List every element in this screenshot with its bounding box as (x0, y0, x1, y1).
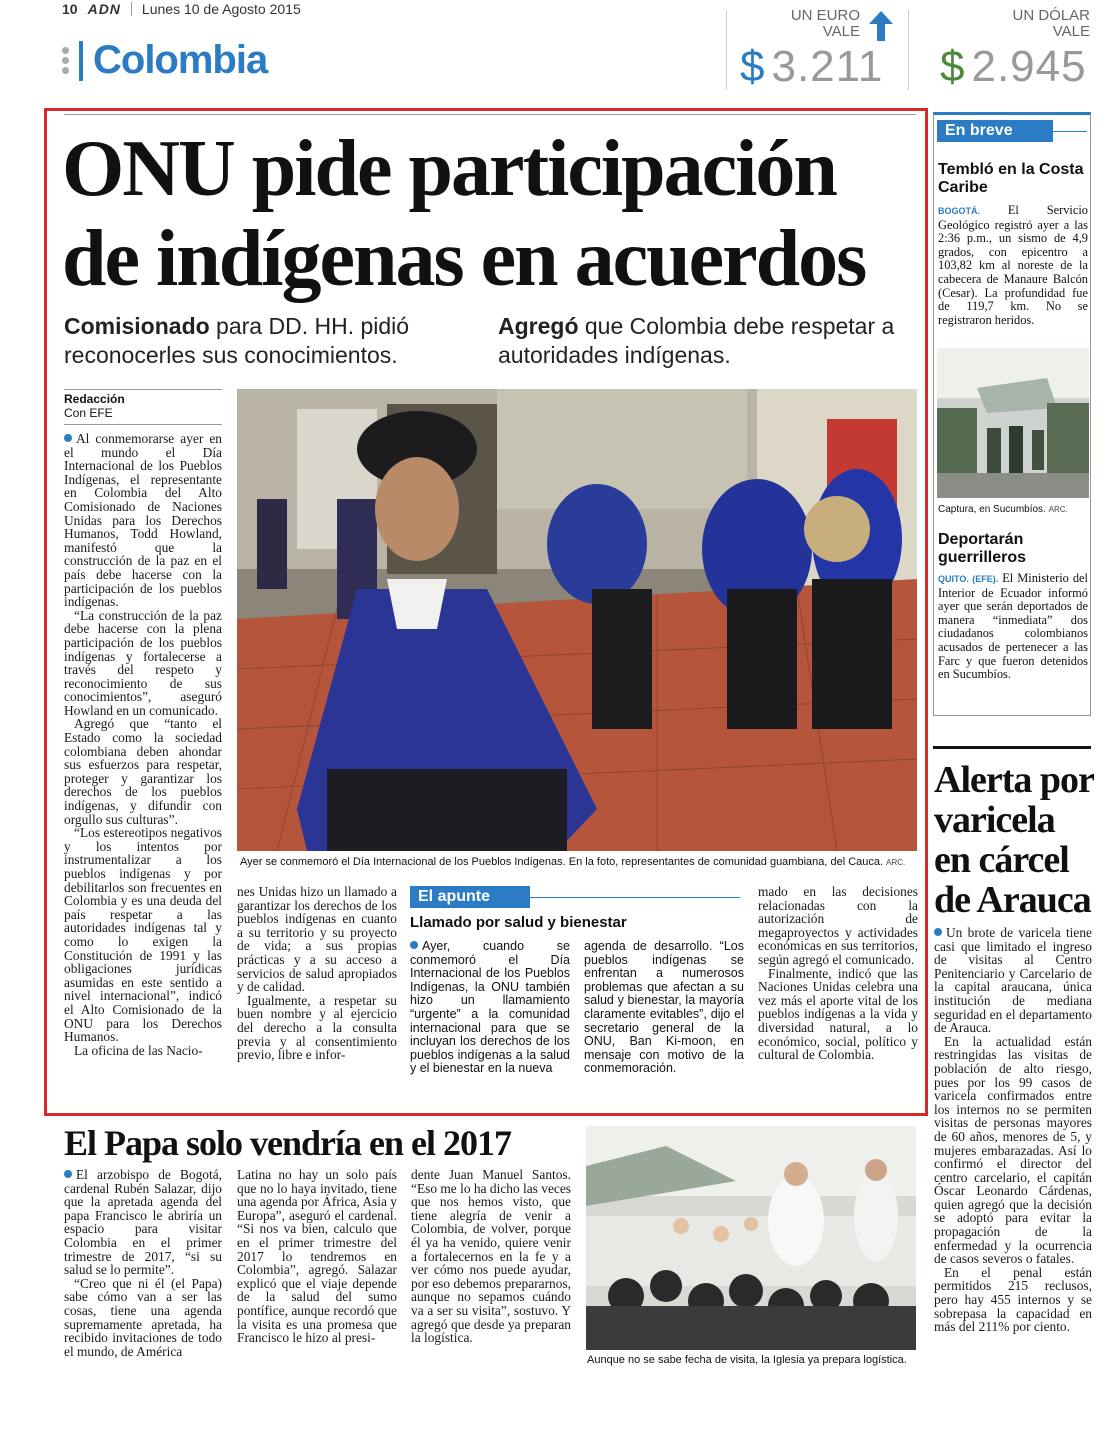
paragraph: La oficina de las Nacio- (74, 1042, 203, 1058)
dolar-value: 2.945 (971, 42, 1087, 91)
euro-sub: VALE (822, 23, 860, 40)
dateline: QUITO. (EFE). (938, 574, 999, 584)
paragraph: En la actualidad están restringidas las visitas de población de alto riesgo, pues por los 99 casos de varicela confirmados entre los internos no se permiten visitas de personas mayores de 60 años, menores de 5, y mujeres embarazadas. Así lo confirmó el director del centro carcelario, el capitán Óscar Leonardo Cárdenas, quien agregó que la decisión se adoptó para evitar la propagación de la enfermedad y la ocurrencia de casos severos o fatales. (934, 1033, 1092, 1267)
section-title: Colombia (93, 38, 268, 82)
varicela-body (934, 926, 1092, 1334)
dolar-sub: VALE (1052, 23, 1090, 40)
paragraph: “Los estereotipos negativos y los intentos por instrumentalizar a los pueblos indígenas y por debilitarlos son frecuentes en Colombia y es una deuda del país respetar a las autoridades indígenas tal y como lo exigen la Constitución de 1991 y las obligaciones jurídicas asumidas en este sentido a nivel internacional”, indicó el Alto Comisionado de la ONU para los Derechos Humanos. (64, 825, 223, 1045)
bullet-icon (934, 928, 942, 936)
paragraph: El Ministerio del Interior de Ecuador informó ayer que serán deportados de manera “inmediata” dos ciudadanos colombianos acusados de pertenecer a las Farc y que fueron detenidos en Sucumbíos. (938, 571, 1088, 682)
photo-credit: ARC. (886, 858, 906, 867)
paragraph: Al conmemorarse ayer en el mundo el Día Internacional de los Pueblos Indígenas, el representante en Colombia del Alto Comisionado de Naciones Unidas para los Derechos Humanos, Todd Howland, manifestó que la construcción de la paz en el país debe hacerse con la participación de los pueblos indígenas. (64, 431, 222, 610)
main-column-4 (758, 885, 918, 1062)
deck-right-text: que Colombia debe respetar a autoridades indígenas. (498, 313, 895, 368)
divider (726, 10, 727, 90)
section-bar (79, 41, 83, 81)
byline-author: Redacción (64, 392, 125, 406)
deck-left (64, 312, 484, 370)
paragraph: El Servicio Geológico registró ayer a las 2:36 p.m., un sismo de 4,9 grados, con epicentro a 103,82 km al noreste de la cabecera de Manaure Balcón (Cesar). La profundidad fue de 119,7 km. No se registraron heridos. (938, 203, 1088, 327)
divider (1053, 131, 1087, 132)
main-headline (62, 124, 922, 304)
byline (64, 389, 222, 425)
paragraph: Ayer, cuando se conmemoró el Día Internacional de los Pueblos Indígenas, la ONU también hizo un llamamiento “urgente” a la comunidad internacional para que se incluyan los derechos de los pueblos indígenas a la salud y el bienestar en la nueva (410, 939, 570, 1076)
divider (131, 2, 132, 16)
deck-right (498, 312, 918, 370)
deck-left-bold: Comisionado (64, 313, 210, 339)
main-photo (237, 389, 917, 851)
main-column-1 (64, 432, 222, 1057)
dolar-symbol: $ (940, 42, 966, 91)
papa-column-1 (64, 1168, 222, 1358)
apunte-column-1 (410, 940, 570, 1076)
paragraph: El arzobispo de Bogotá, cardenal Rubén Salazar, dijo que la apretada agenda del papa Francisco le abriría un espacio para visitar Colombia en el primer trimestre de 2017, “si su salud se lo permite”. (64, 1167, 222, 1278)
caption-text: Ayer se conmemoró el Día Internacional de los Pueblos Indígenas. En la foto, representantes de comunidad guambiana, del Cauca. (240, 856, 884, 868)
page-number: 10 (62, 1, 78, 17)
dolar-rate (940, 7, 1090, 91)
main-photo-caption (240, 856, 920, 868)
breve-headline-1: Tembló en la Costa Caribe (938, 161, 1084, 196)
euro-symbol: $ (740, 42, 766, 91)
papa-photo (586, 1126, 916, 1350)
headline-line-1: ONU pide participación (62, 125, 836, 213)
breve-item-2-text (938, 572, 1088, 682)
paragraph: mado en las decisiones relacionadas con la autorización de megaproyectos y actividades económicas en sus territorios, según agregó el comunicado. (758, 884, 918, 967)
dolar-label: UN DÓLAR (1012, 7, 1090, 24)
divider (530, 897, 740, 898)
paragraph: Finalmente, indicó que las Naciones Unidas celebra una vez más el aporte vital de los pueblos indígenas a la vida y diversidad natural, a lo económico, social, político y cultural de Colombia. (758, 965, 918, 1063)
byline-source: Con EFE (64, 406, 113, 420)
divider (933, 746, 1091, 749)
dateline: BOGOTÁ. (938, 206, 980, 216)
capture-photo-caption (938, 504, 1090, 515)
photo-credit: ARC. (1048, 505, 1068, 514)
divider (64, 114, 916, 115)
breve-headline-2: Deportarán guerrilleros (938, 531, 1027, 566)
deck-right-bold: Agregó (498, 313, 579, 339)
capture-photo (937, 348, 1089, 498)
top-bar (62, 0, 301, 18)
breve-item-1-text (938, 204, 1088, 327)
apunte-label: El apunte (410, 886, 530, 908)
papa-headline: El Papa solo vendría en el 2017 (64, 1123, 512, 1163)
brand-logo: ADN (87, 1, 121, 17)
paragraph: nes Unidas hizo un llamado a garantizar los derechos de los pueblos indígenas en cuanto a su territorio y su proyecto de vida; a sus propias prácticas y a su acceso a servicios de salud apropiados y de calidad. (237, 884, 397, 995)
paragraph: Igualmente, a respetar su buen nombre y al ejercicio del derecho a la consulta previa y al consentimiento previo, libre e infor- (237, 992, 397, 1063)
paragraph: “La construcción de la paz debe hacerse con la plena participación de los pueblos indígenas y fortalecerse a través del respeto y reconocimiento de sus conocimientos”, aseguró Howland en un comunicado. (64, 607, 222, 718)
section-header (62, 38, 267, 83)
section-dots-icon (62, 47, 69, 74)
bullet-icon (410, 941, 418, 949)
paragraph: Agregó que “tanto el Estado como la sociedad colombiana deben ahondar sus esfuerzos para respetar, proteger y garantizar los derechos de los pueblos indígenas, y difundir con orgullo sus culturas”. (64, 716, 222, 827)
main-column-2 (237, 885, 397, 1062)
paragraph: “Creo que ni él (el Papa) sabe cómo van a ser las cosas, tiene una agenda supremamente apretada, ha recibido invitaciones de todo el mundo, de América (64, 1275, 222, 1359)
arrow-up-icon (869, 11, 893, 41)
euro-value: 3.211 (771, 42, 884, 91)
papa-column-2: Latina no hay un solo país que no lo haya invitado, tiene una agenda por África, Asia y Europa”, aseguró el cardenal. “Si nos va bien, calculo que en el primer trimestre del 2017 lo tendremos en Colombia”, agregó. Salazar explicó que el viaje depende de la salud del sumo pontífice, aunque recordó que la visita es una promesa que Francisco le hizo al presi- (237, 1167, 397, 1346)
issue-date: Lunes 10 de Agosto 2015 (141, 1, 301, 17)
apunte-column-2: agenda de desarrollo. “Los pueblos indígenas se enfrentan a numerosos problemas que afectan a su salud y bienestar, la mayoría claramente evitables”, dijo el secretario general de la ONU, Ban Ki-moon, en mensaje con motivo de la conmemoración. (584, 939, 744, 1076)
varicela-headline: Alerta por varicela en cárcel de Arauca (934, 759, 1094, 921)
papa-column-3: dente Juan Manuel Santos. “Eso me lo ha dicho las veces que nos hemos visto, que tiene alegría de venir a Colombia, de volver, porque él ya ha venido, quiere venir a fortalecernos en la fe y a ver cómo nos puede ayudar, por eso debemos prepararnos, aunque no sepamos cuándo va a ser su visita”, sostuvo. Y agregó que desde ya preparan la logística. (411, 1167, 571, 1346)
apunte-box (410, 886, 740, 931)
apunte-subhead: Llamado por salud y bienestar (410, 914, 627, 931)
paragraph: Un brote de varicela tiene casi que limitado el ingreso de visitas al Centro Penitenciario y Carcelario de la capital araucana, única institución de mediana seguridad en el departamento de Arauca. (934, 925, 1092, 1036)
headline-line-2: de indígenas en acuerdos (62, 215, 866, 303)
divider (908, 10, 909, 90)
en-breve-label: En breve (937, 120, 1053, 142)
bullet-icon (64, 434, 72, 442)
papa-photo-caption: Aunque no se sabe fecha de visita, la Iglesia ya prepara logística. (587, 1354, 907, 1366)
deck-left-text: para DD. HH. pidió reconocerles sus conocimientos. (64, 313, 410, 368)
paragraph: En el penal están permitidos 215 reclusos, pero hay 455 internos y se sobrepasa la capacidad en más del 211% por ciento. (934, 1264, 1092, 1335)
bullet-icon (64, 1170, 72, 1178)
caption-text: Captura, en Sucumbíos. (938, 504, 1046, 515)
euro-label: UN EURO (790, 7, 860, 24)
